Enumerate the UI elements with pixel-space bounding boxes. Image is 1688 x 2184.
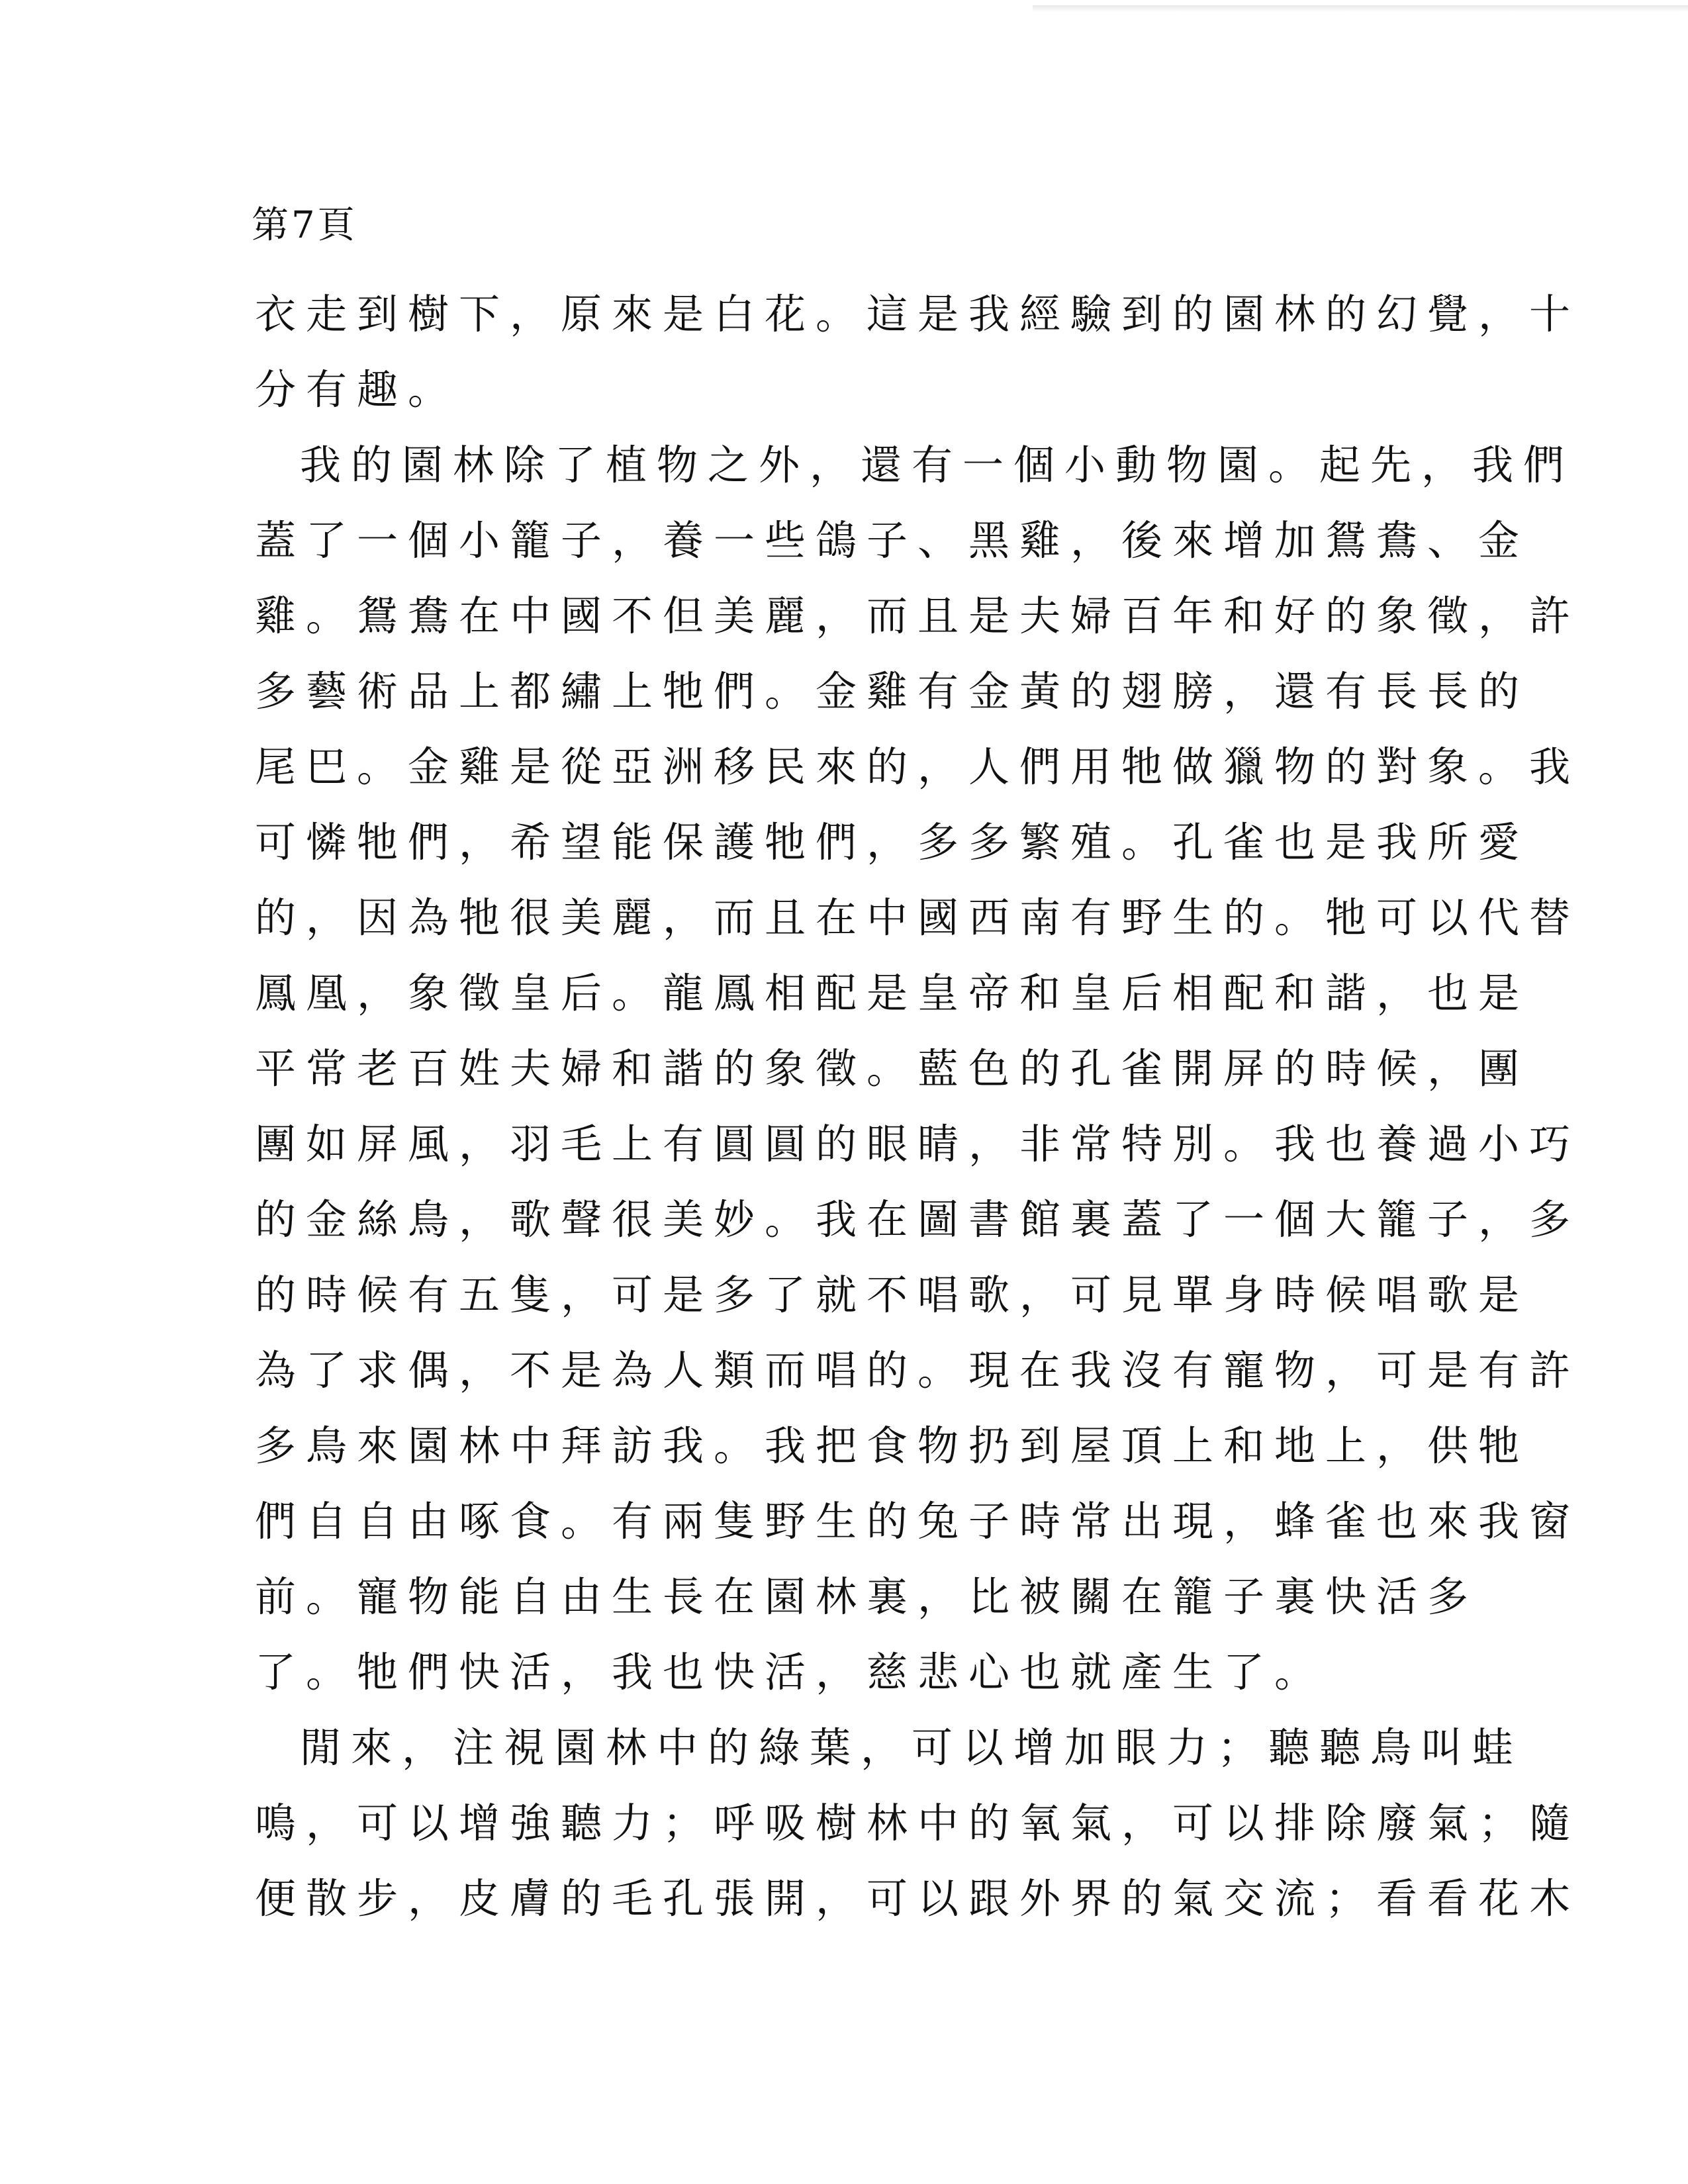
text-line: 蓋了一個小籠子，養一些鴿子、黑雞，後來增加鴛鴦、金: [255, 516, 1530, 565]
text-line: 多鳥來園林中拜訪我。我把食物扔到屋頂上和地上，供牠: [255, 1422, 1530, 1470]
text-line: 便散步，皮膚的毛孔張開，可以跟外界的氣交流；看看花木: [255, 1874, 1581, 1923]
text-line: 多藝術品上都繡上牠們。金雞有金黃的翅膀，還有長長的: [255, 667, 1530, 715]
text-line: 鳳凰，象徵皇后。龍鳳相配是皇帝和皇后相配和諧，也是: [255, 969, 1530, 1017]
text-line: 分有趣。: [255, 365, 459, 414]
text-line: 雞。鴛鴦在中國不但美麗，而且是夫婦百年和好的象徵，許: [255, 592, 1581, 640]
text-line: 了。牠們快活，我也快活，慈悲心也就產生了。: [255, 1648, 1326, 1696]
text-line: 們自自由啄食。有兩隻野生的兔子時常出現，蜂雀也來我窗: [255, 1497, 1581, 1545]
paragraph-start-line: 閒來，注視園林中的綠葉，可以增加眼力；聽聽鳥叫蛙: [300, 1723, 1524, 1772]
body-text: [255, 277, 1581, 1936]
text-line: 前。寵物能自由生長在園林裏，比被關在籠子裏快活多: [255, 1572, 1479, 1621]
text-line: 為了求偶，不是為人類而唱的。現在我沒有寵物，可是有許: [255, 1346, 1581, 1394]
text-line: 可憐牠們，希望能保護牠們，多多繁殖。孔雀也是我所愛: [255, 818, 1530, 866]
paragraph-start-line: 我的園林除了植物之外，還有一個小動物園。起先，我們: [300, 441, 1575, 489]
scan-edge-shadow: [1033, 5, 1688, 12]
text-line: 平常老百姓夫婦和諧的象徵。藍色的孔雀開屏的時候，團: [255, 1044, 1530, 1093]
text-line: 的，因為牠很美麗，而且在中國西南有野生的。牠可以代替: [255, 893, 1581, 942]
text-line: 團如屏風，羽毛上有圓圓的眼睛，非常特別。我也養過小巧: [255, 1120, 1581, 1168]
text-line: 的時候有五隻，可是多了就不唱歌，可見單身時候唱歌是: [255, 1271, 1530, 1319]
text-line: 鳴，可以增強聽力；呼吸樹林中的氧氣，可以排除廢氣；隨: [255, 1799, 1581, 1847]
page-number: 第7頁: [252, 204, 357, 247]
text-line: 尾巴。金雞是從亞洲移民來的，人們用牠做獵物的對象。我: [255, 743, 1581, 791]
text-line: 衣走到樹下，原來是白花。這是我經驗到的園林的幻覺，十: [255, 290, 1581, 338]
text-line: 的金絲鳥，歌聲很美妙。我在圖書館裏蓋了一個大籠子，多: [255, 1195, 1581, 1244]
